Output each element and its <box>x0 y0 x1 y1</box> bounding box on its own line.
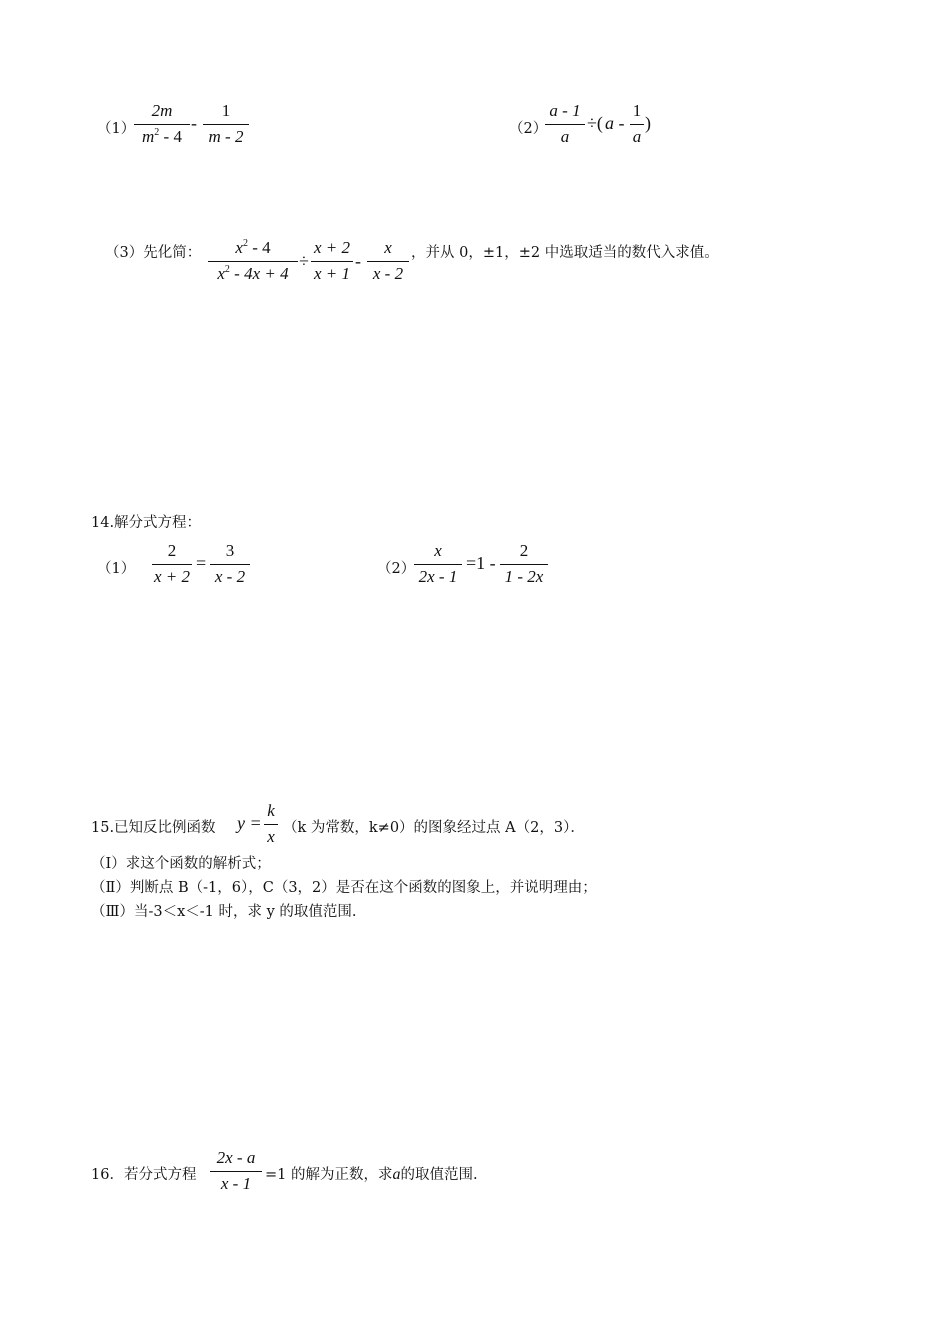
equals-sign: = <box>196 553 207 573</box>
q16-fraction <box>210 1148 262 1194</box>
q13-p3-fraction-2 <box>311 238 353 284</box>
denominator: x + 2 <box>153 567 191 586</box>
fraction-bar <box>210 1171 262 1172</box>
q15-item-3: （Ⅲ）当-3＜x＜-1 时，求 y 的取值范围. <box>91 904 357 920</box>
q13-p3-fraction-1 <box>208 238 298 284</box>
denominator: x <box>267 827 275 846</box>
numerator: x <box>384 238 392 257</box>
numerator: 2 <box>519 541 529 560</box>
minus-sign: - <box>191 113 197 133</box>
fraction-bar <box>311 261 353 262</box>
q14-title: 14.解分式方程： <box>91 515 202 531</box>
fraction-bar <box>630 124 644 125</box>
fraction-bar <box>545 124 585 125</box>
fraction-bar <box>203 124 249 125</box>
denominator: 1 - 2x <box>504 567 544 586</box>
fraction-bar <box>264 824 278 825</box>
numerator: 1 <box>632 101 642 120</box>
q13-p3-instruction: ，并从 0，±1，±2 中选取适当的数代入求值。 <box>411 245 719 261</box>
divide-open-paren: ÷( <box>587 113 603 133</box>
denominator: $x^2 - 4x + 4$ <box>217 264 289 283</box>
q13-p1-fraction-1 <box>134 101 190 147</box>
numerator: x <box>434 541 442 560</box>
numerator: x + 2 <box>313 238 351 257</box>
variable-a: a <box>392 1166 401 1183</box>
denominator: x - 1 <box>220 1174 252 1193</box>
numerator: k <box>267 801 275 820</box>
denominator: x + 1 <box>313 264 351 283</box>
q13-p2-fraction-1 <box>545 101 585 147</box>
numerator: 2 <box>167 541 177 560</box>
fraction-bar <box>367 261 409 262</box>
denominator: a <box>632 127 642 146</box>
close-paren: ) <box>645 113 651 133</box>
fraction-bar <box>210 564 250 565</box>
denominator: a <box>560 127 570 146</box>
denominator: $m^2 - 4$ <box>142 127 182 146</box>
numerator: a - 1 <box>549 101 581 120</box>
q16-condition <box>265 1163 478 1184</box>
q13-p1-label: （1） <box>97 121 136 137</box>
q13-p2-label: （2） <box>509 121 548 137</box>
q13-p3-fraction-3 <box>367 238 409 284</box>
q15-intro: 15.已知反比例函数 <box>91 820 216 836</box>
fraction-bar <box>414 564 462 565</box>
y-equals: y = <box>237 813 262 833</box>
divide-sign: ÷ <box>299 251 309 271</box>
q15-item-1: （Ⅰ）求这个函数的解析式； <box>91 856 271 872</box>
denominator: x - 2 <box>214 567 246 586</box>
denominator: x - 2 <box>372 264 404 283</box>
q14-p1-fraction-2 <box>210 541 250 587</box>
q16-intro: 16．若分式方程 <box>91 1167 197 1183</box>
q14-p1-label: （1） <box>97 561 136 577</box>
fraction-bar <box>208 261 298 262</box>
q14-p1-fraction-1 <box>152 541 192 587</box>
fraction-bar <box>134 124 190 125</box>
denominator: 2x - 1 <box>418 567 458 586</box>
numerator: 3 <box>225 541 235 560</box>
minus-sign: - <box>355 251 361 271</box>
q15-item-2: （Ⅱ）判断点 B（-1，6），C（3，2）是否在这个函数的图象上，并说明理由； <box>91 880 597 896</box>
q14-p2-fraction-2 <box>500 541 548 587</box>
q14-p2-fraction-1 <box>414 541 462 587</box>
q13-p2-fraction-2 <box>630 101 644 147</box>
q15-condition: （k 为常数，k≠0）的图象经过点 A（2，3）． <box>283 820 585 836</box>
q13-p1-fraction-2 <box>203 101 249 147</box>
fraction-bar <box>152 564 192 565</box>
q14-p2-label: （2） <box>377 561 416 577</box>
a-minus: a - <box>605 113 625 133</box>
q16-after-a: =1 的解为正数，求 <box>265 1167 393 1183</box>
equals-one-minus: =1 - <box>466 553 496 573</box>
numerator: 2x - a <box>216 1148 256 1167</box>
denominator: m - 2 <box>208 127 244 146</box>
q15-fraction <box>264 801 278 847</box>
q13-p3-label: （3）先化简： <box>105 245 202 261</box>
fraction-bar <box>500 564 548 565</box>
numerator: 1 <box>221 101 231 120</box>
numerator: 2m <box>151 101 173 120</box>
numerator: $x^2 - 4$ <box>235 238 271 257</box>
q16-after-b: 的取值范围. <box>400 1167 478 1183</box>
